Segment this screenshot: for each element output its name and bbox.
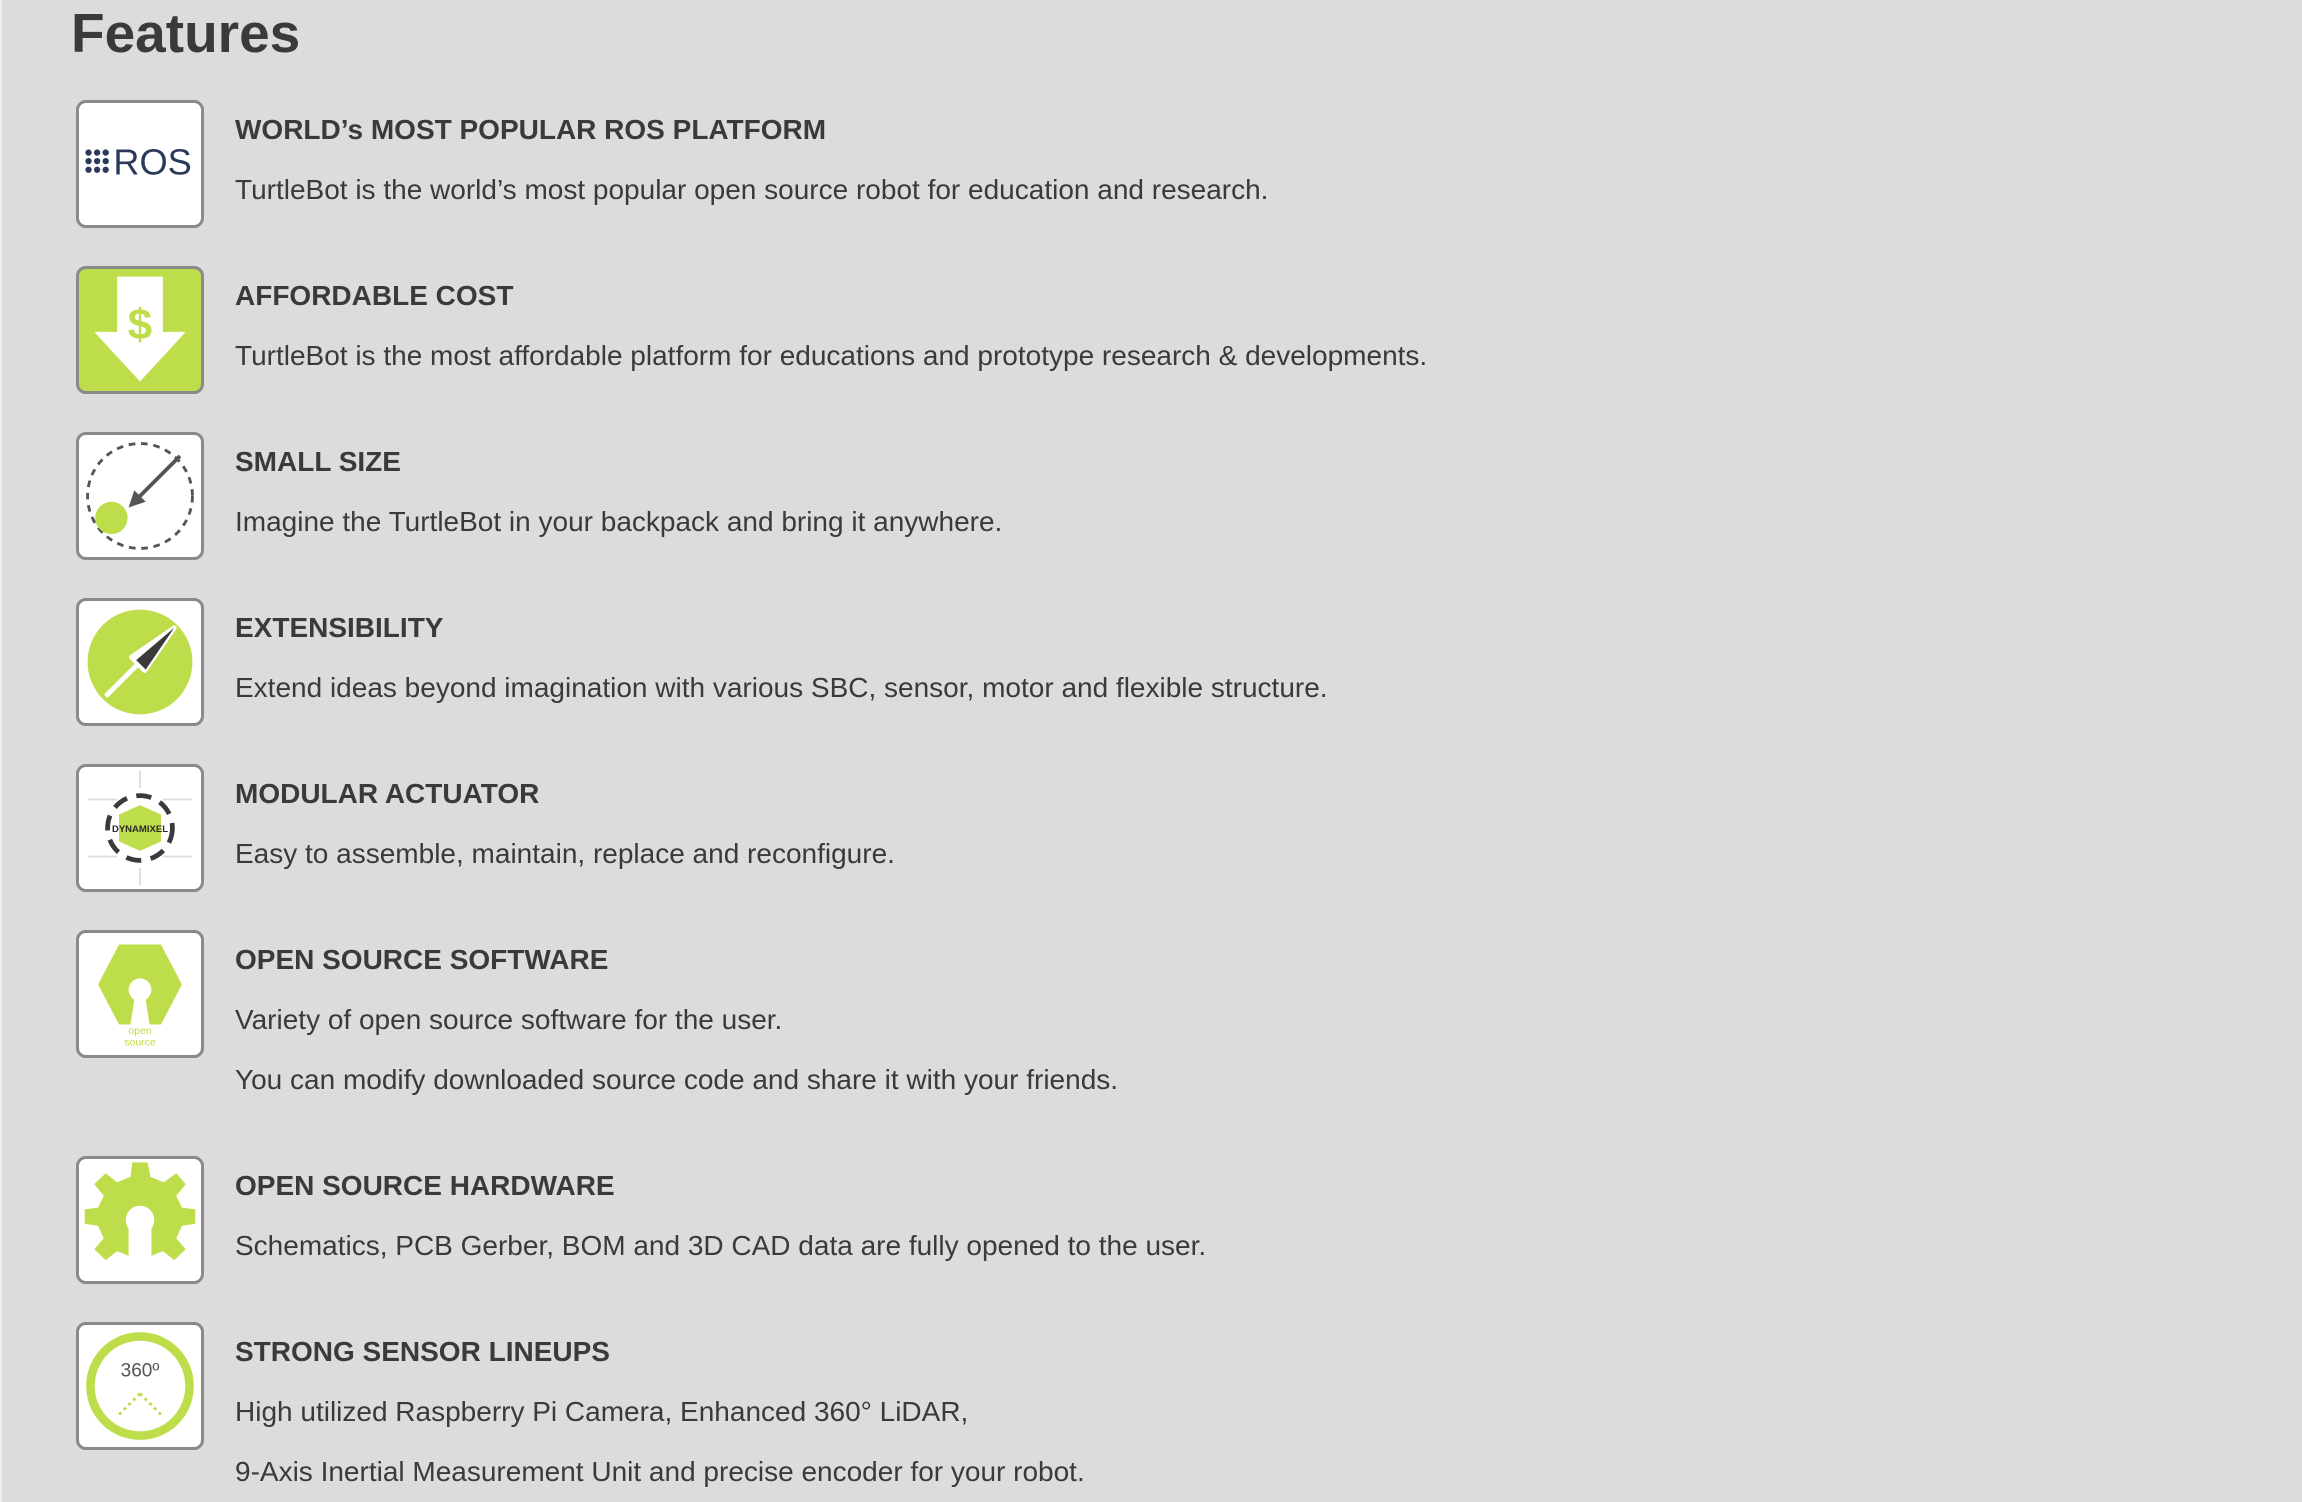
feature-description: Schematics, PCB Gerber, BOM and 3D CAD data are fully opened to the user. xyxy=(235,1230,1207,1261)
feature-title: EXTENSIBILITY xyxy=(235,612,444,643)
open-source-software-icon xyxy=(76,930,204,1058)
feature-description: Imagine the TurtleBot in your backpack and bring it anywhere. xyxy=(235,506,1003,537)
feature-title: OPEN SOURCE HARDWARE xyxy=(235,1170,615,1201)
svg-text:DYNAMIXEL: DYNAMIXEL xyxy=(111,823,169,835)
feature-description: TurtleBot is the world’s most popular open source robot for education and research. xyxy=(235,174,1269,205)
feature-description: You can modify downloaded source code and share it with your friends. xyxy=(235,1064,1119,1095)
feature-description: TurtleBot is the most affordable platform for educations and prototype research & developments. xyxy=(235,340,1428,371)
feature-description: High utilized Raspberry Pi Camera, Enhanced 360° LiDAR, xyxy=(235,1396,969,1427)
affordable-cost-icon xyxy=(76,266,204,394)
svg-text:$: $ xyxy=(127,300,153,350)
open-source-hardware-icon xyxy=(76,1156,204,1284)
feature-title: OPEN SOURCE SOFTWARE xyxy=(235,944,609,975)
modular-actuator-icon xyxy=(76,764,204,892)
feature-description: 9-Axis Inertial Measurement Unit and precise encoder for your robot. xyxy=(235,1456,1085,1487)
feature-description: Variety of open source software for the user. xyxy=(235,1004,783,1035)
feature-title: WORLD’s MOST POPULAR ROS PLATFORM xyxy=(235,114,827,145)
extensibility-icon xyxy=(76,598,204,726)
svg-text:ROS: ROS xyxy=(113,141,192,183)
feature-description: Easy to assemble, maintain, replace and reconfigure. xyxy=(235,838,895,869)
feature-title: STRONG SENSOR LINEUPS xyxy=(235,1336,610,1367)
feature-title: SMALL SIZE xyxy=(235,446,401,477)
svg-text:open: open xyxy=(128,1026,152,1038)
page-left-border xyxy=(0,0,2,1502)
page-title: Features xyxy=(71,2,301,64)
sensor-360-icon xyxy=(76,1322,204,1450)
svg-text:360º: 360º xyxy=(120,1360,160,1382)
feature-title: AFFORDABLE COST xyxy=(235,280,514,311)
small-size-icon xyxy=(76,432,204,560)
feature-title: MODULAR ACTUATOR xyxy=(235,778,540,809)
feature-description: Extend ideas beyond imagination with various SBC, sensor, motor and flexible structure. xyxy=(235,672,1328,703)
svg-text:source: source xyxy=(124,1037,156,1049)
ros-logo-icon xyxy=(76,100,204,228)
